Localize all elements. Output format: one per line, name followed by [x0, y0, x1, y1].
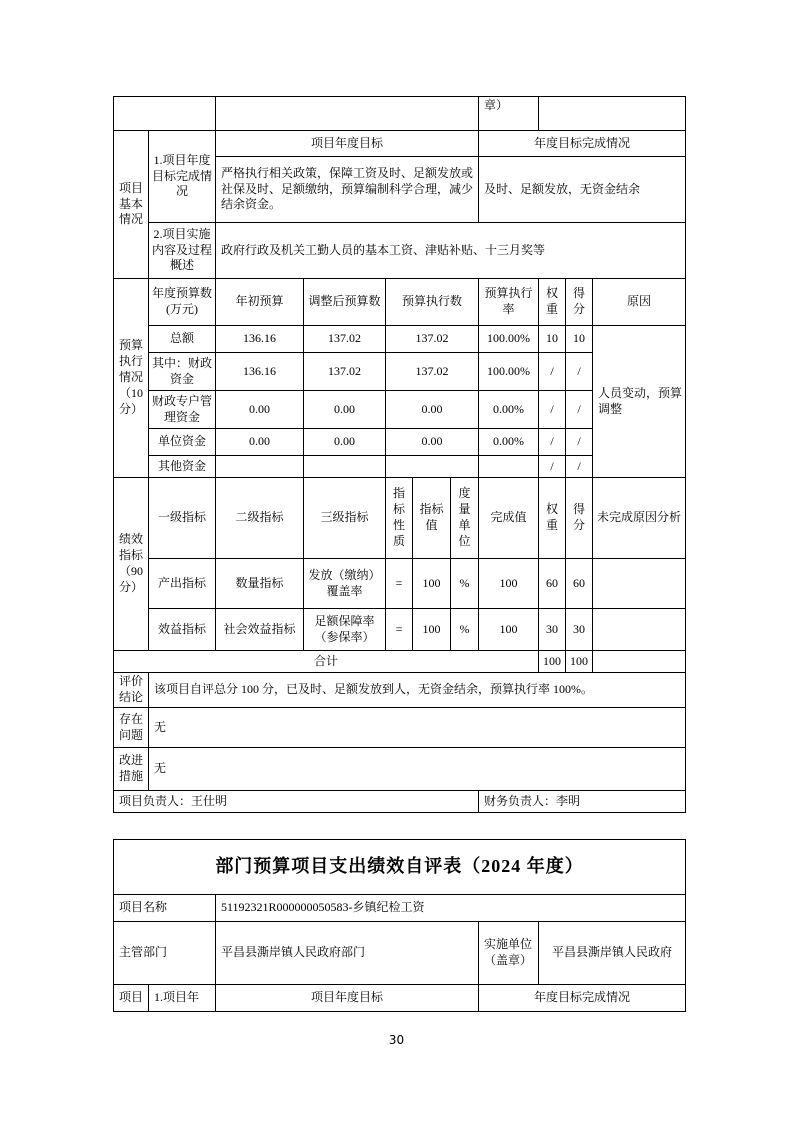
- perf-header-target: 指标值: [413, 478, 451, 559]
- perf-l1: 产出指标: [149, 559, 216, 609]
- budget-score: 10: [566, 326, 593, 353]
- budget-header-row: [114, 279, 686, 326]
- perf-row-benefit: [114, 609, 686, 651]
- perf-header-unit: 度量单位: [451, 478, 479, 559]
- section-label-performance: 绩效指标（90分）: [114, 478, 149, 651]
- budget-header-rate: 预算执行率: [479, 279, 539, 326]
- empty-cell: [539, 97, 686, 131]
- perf-actual: 100: [479, 609, 539, 651]
- budget-header-weight: 权重: [539, 279, 566, 326]
- total-score-cell: 100: [566, 651, 593, 673]
- budget-reason-cell: 人员变动，预算调整: [593, 326, 686, 478]
- impl-label-cell: 2.项目实施内容及过程概述: [149, 223, 216, 279]
- budget-initial: 136.16: [216, 353, 304, 391]
- perf-header-analysis: 未完成原因分析: [593, 478, 686, 559]
- perf-header-nature: 指标性质: [386, 478, 413, 559]
- dept-value: 平昌县澌岸镇人民政府部门: [216, 922, 479, 985]
- conclusion-text-cell: 该项目自评总分 100 分，已及时、足额发放到人，无资金结余，预算执行率 100%。: [149, 673, 686, 708]
- perf-header-l3: 三级指标: [304, 478, 386, 559]
- budget-initial: [216, 456, 304, 478]
- finance-leader-cell: 财务负责人：李明: [479, 791, 686, 813]
- budget-rate: 0.00%: [479, 429, 539, 456]
- impl-unit-label: 实施单位（盖章）: [479, 922, 539, 985]
- signers-row: [114, 791, 686, 813]
- self-eval-table-continued: [113, 96, 686, 813]
- document-page: [113, 96, 685, 1012]
- perf-weight: 60: [539, 559, 566, 609]
- completion-text-cell: 及时、足额发放，无资金结余: [479, 157, 686, 223]
- goal-header-row-2: [114, 985, 686, 1012]
- budget-executed: [386, 456, 479, 478]
- budget-weight: /: [539, 391, 566, 429]
- budget-header-initial: 年初预算: [216, 279, 304, 326]
- budget-executed: 0.00: [386, 429, 479, 456]
- seal-tail-cell: 章）: [479, 97, 539, 131]
- total-weight-cell: 100: [539, 651, 566, 673]
- implementation-row: [114, 223, 686, 279]
- budget-rate: 0.00%: [479, 391, 539, 429]
- budget-executed: 137.02: [386, 353, 479, 391]
- section-label-basic: 项目基本情况: [114, 131, 149, 279]
- perf-l2: 社会效益指标: [216, 609, 304, 651]
- completion-header-2: 年度目标完成情况: [479, 985, 686, 1012]
- budget-weight: /: [539, 353, 566, 391]
- budget-score: /: [566, 429, 593, 456]
- perf-header-score: 得分: [566, 478, 593, 559]
- improvements-label-cell: 改进措施: [114, 748, 149, 791]
- budget-header-score: 得分: [566, 279, 593, 326]
- budget-row-name: 其他资金: [149, 456, 216, 478]
- budget-rate: [479, 456, 539, 478]
- project-name-label: 项目名称: [114, 895, 216, 922]
- budget-header-reason: 原因: [593, 279, 686, 326]
- continuation-row: [114, 97, 686, 131]
- budget-adjusted: 137.02: [304, 353, 386, 391]
- budget-weight: /: [539, 456, 566, 478]
- dept-row: [114, 922, 686, 985]
- total-row: [114, 651, 686, 673]
- project-cell: 项目: [114, 985, 149, 1012]
- goal-partial-label: 1.项目年: [149, 985, 216, 1012]
- budget-adjusted: 137.02: [304, 326, 386, 353]
- project-name-value: 51192321R000000050583-乡镇纪检工资: [216, 895, 686, 922]
- perf-header-l1: 一级指标: [149, 478, 216, 559]
- perf-l2: 数量指标: [216, 559, 304, 609]
- impl-text-cell: 政府行政及机关工勤人员的基本工资、津贴补贴、十三月奖等: [216, 223, 686, 279]
- perf-nature: =: [386, 559, 413, 609]
- budget-header-executed: 预算执行数: [386, 279, 479, 326]
- impl-unit-value: 平昌县澌岸镇人民政府: [539, 922, 686, 985]
- section-label-budget: 预算执行情况（10分）: [114, 279, 149, 478]
- empty-cell: [593, 651, 686, 673]
- budget-header-name: 年度预算数(万元): [149, 279, 216, 326]
- empty-cell: [114, 97, 216, 131]
- self-eval-table-2024: [113, 839, 686, 1012]
- project-leader-cell: 项目负责人：王仕明: [114, 791, 479, 813]
- budget-adjusted: [304, 456, 386, 478]
- perf-header-weight: 权重: [539, 478, 566, 559]
- budget-rate: 100.00%: [479, 353, 539, 391]
- total-label-cell: 合计: [114, 651, 539, 673]
- perf-analysis: [593, 559, 686, 609]
- perf-header-actual: 完成值: [479, 478, 539, 559]
- perf-analysis: [593, 609, 686, 651]
- perf-header-row: [114, 478, 686, 559]
- perf-actual: 100: [479, 559, 539, 609]
- perf-nature: =: [386, 609, 413, 651]
- budget-adjusted: 0.00: [304, 391, 386, 429]
- perf-target: 100: [413, 559, 451, 609]
- perf-unit: %: [451, 559, 479, 609]
- goal-header-cell: 项目年度目标: [216, 131, 479, 157]
- budget-row-name: 单位资金: [149, 429, 216, 456]
- perf-unit: %: [451, 609, 479, 651]
- dept-label: 主管部门: [114, 922, 216, 985]
- perf-score: 60: [566, 559, 593, 609]
- table2-title-row: [114, 840, 686, 895]
- annual-goal-header: 项目年度目标: [216, 985, 479, 1012]
- table2-title: 部门预算项目支出绩效自评表（2024 年度）: [114, 840, 686, 895]
- page-number: 30: [388, 1033, 405, 1047]
- perf-target: 100: [413, 609, 451, 651]
- budget-score: /: [566, 456, 593, 478]
- budget-weight: 10: [539, 326, 566, 353]
- problems-text-cell: 无: [149, 708, 686, 748]
- improvements-text-cell: 无: [149, 748, 686, 791]
- completion-header-cell: 年度目标完成情况: [479, 131, 686, 157]
- conclusion-row: [114, 673, 686, 708]
- budget-row-name: 财政专户管理资金: [149, 391, 216, 429]
- perf-row-output: [114, 559, 686, 609]
- budget-score: /: [566, 391, 593, 429]
- basic-header-row: [114, 131, 686, 157]
- budget-header-adjusted: 调整后预算数: [304, 279, 386, 326]
- problems-label-cell: 存在问题: [114, 708, 149, 748]
- budget-score: /: [566, 353, 593, 391]
- budget-adjusted: 0.00: [304, 429, 386, 456]
- budget-row-total: [114, 326, 686, 353]
- problems-row: [114, 708, 686, 748]
- budget-rate: 100.00%: [479, 326, 539, 353]
- project-name-row: [114, 895, 686, 922]
- perf-weight: 30: [539, 609, 566, 651]
- perf-l3: 发放（缴纳）覆盖率: [304, 559, 386, 609]
- budget-executed: 137.02: [386, 326, 479, 353]
- goal-label-cell: 1.项目年度目标完成情况: [149, 131, 216, 223]
- perf-l1: 效益指标: [149, 609, 216, 651]
- budget-weight: /: [539, 429, 566, 456]
- goal-text-cell: 严格执行相关政策，保障工资及时、足额发放或社保及时、足额缴纳，预算编制科学合理，减少结余资金。: [216, 157, 479, 223]
- conclusion-label-cell: 评价结论: [114, 673, 149, 708]
- budget-initial: 136.16: [216, 326, 304, 353]
- budget-initial: 0.00: [216, 429, 304, 456]
- budget-initial: 0.00: [216, 391, 304, 429]
- budget-row-name: 总额: [149, 326, 216, 353]
- empty-cell: [216, 97, 479, 131]
- perf-header-l2: 二级指标: [216, 478, 304, 559]
- budget-executed: 0.00: [386, 391, 479, 429]
- improvements-row: [114, 748, 686, 791]
- perf-l3: 足额保障率（参保率）: [304, 609, 386, 651]
- budget-row-name: 其中：财政资金: [149, 353, 216, 391]
- perf-score: 30: [566, 609, 593, 651]
